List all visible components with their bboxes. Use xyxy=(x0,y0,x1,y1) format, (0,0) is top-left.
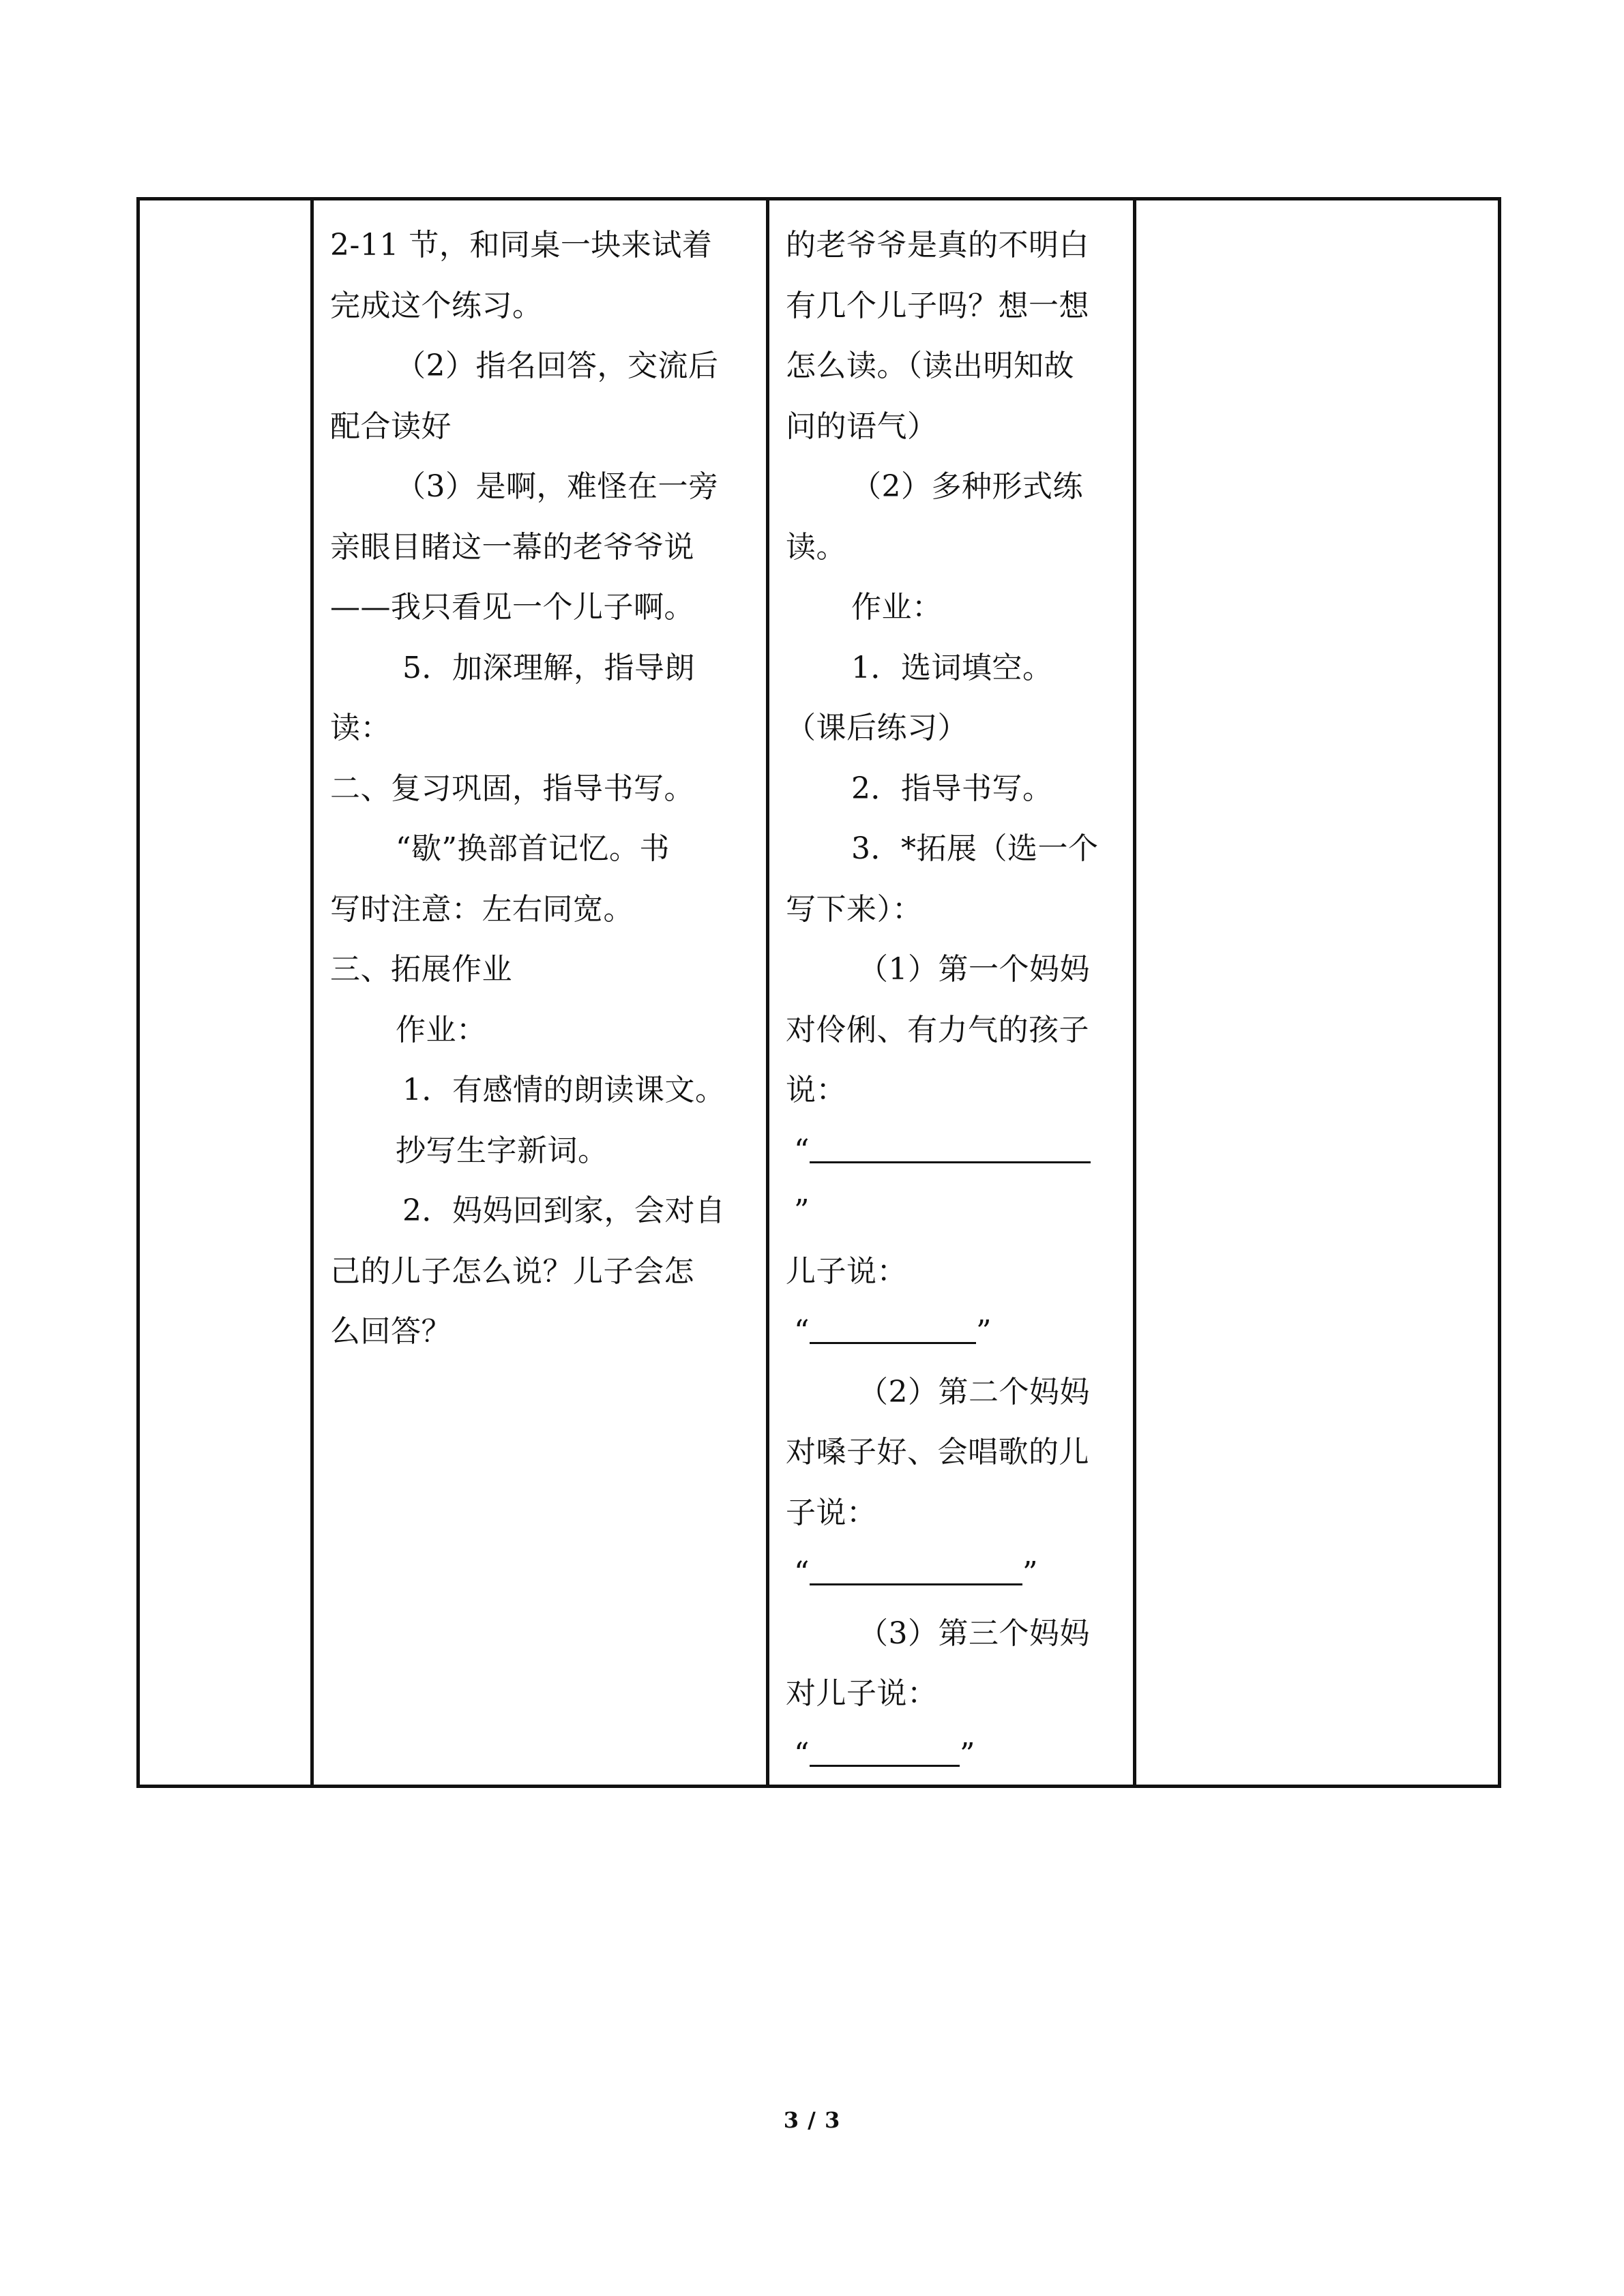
text-line: （3）是啊，难怪在一旁 xyxy=(396,469,719,504)
text-line: 儿子说： xyxy=(786,1253,907,1289)
close-quote: ” xyxy=(976,1314,992,1349)
section-heading: 三、拓展作业 xyxy=(330,952,512,987)
text-line: （2）多种形式练 xyxy=(851,469,1083,504)
close-quote: ” xyxy=(1022,1555,1038,1590)
answer-blank-line xyxy=(786,1181,1125,1242)
text-line: 1．有感情的朗读课文。 xyxy=(402,1073,726,1107)
fill-in-blank xyxy=(810,1559,1022,1585)
text-line: 写时注意：左右同宽。 xyxy=(330,891,634,927)
fill-in-blank xyxy=(810,1740,960,1767)
text-line: 有几个儿子吗？想一想 xyxy=(786,288,1089,323)
lesson-plan-table xyxy=(136,197,1501,1788)
text-line: 抄写生字新词。 xyxy=(396,1133,608,1168)
text-line: 己的儿子怎么说？儿子会怎 xyxy=(330,1253,694,1289)
text-line: 子说： xyxy=(786,1495,877,1530)
answer-blank-line xyxy=(786,1725,1125,1785)
answer-blank-line xyxy=(786,1543,1125,1604)
close-quote: ” xyxy=(794,1193,810,1228)
text-line: 作业： xyxy=(851,590,943,625)
page-number: 3 / 3 xyxy=(783,2107,841,2133)
text-line: （2）指名回答，交流后 xyxy=(396,348,719,383)
text-line: （课后练习） xyxy=(786,711,968,745)
table-row xyxy=(138,199,1500,1787)
text-line: 对伶俐、有力气的孩子 xyxy=(786,1012,1089,1047)
text-line: 读。 xyxy=(786,529,846,565)
text-line: 的老爷爷是真的不明白 xyxy=(786,228,1089,263)
text-line: 亲眼目睹这一幕的老爷爷说 xyxy=(330,529,694,565)
open-quote: “ xyxy=(794,1736,810,1772)
open-quote: “ xyxy=(794,1133,810,1168)
text-line: 2-11 节，和同桌一块来试着 xyxy=(330,228,713,263)
text-line: （2）第二个妈妈 xyxy=(858,1374,1090,1410)
text-line: 2．妈妈回到家，会对自 xyxy=(402,1193,726,1228)
section-heading: 二、复习巩固，指导书写。 xyxy=(330,771,694,806)
text-line: 么回答？ xyxy=(330,1314,452,1349)
text-line: 问的语气） xyxy=(786,408,938,444)
open-quote: “ xyxy=(794,1555,810,1590)
fill-in-blank xyxy=(810,1317,976,1344)
text-line: 对儿子说： xyxy=(786,1676,938,1711)
close-quote: ” xyxy=(960,1736,975,1772)
text-line: 作业： xyxy=(396,1012,487,1047)
table-cell-student-activity xyxy=(768,199,1135,1787)
text-line: 3．*拓展（选一个 xyxy=(851,831,1099,866)
table-cell-empty-left xyxy=(138,199,312,1787)
text-line: 对嗓子好、会唱歌的儿 xyxy=(786,1435,1089,1470)
open-quote: “ xyxy=(794,1314,810,1349)
text-line: 读： xyxy=(330,711,391,745)
answer-blank-line xyxy=(786,1302,1125,1362)
text-line: 1．选词填空。 xyxy=(851,650,1053,685)
text-line: （1）第一个妈妈 xyxy=(858,952,1090,987)
table-cell-empty-right xyxy=(1135,199,1500,1787)
table-cell-teaching-process xyxy=(312,199,768,1787)
text-line: 完成这个练习。 xyxy=(330,288,543,323)
answer-blank-line xyxy=(786,1121,1125,1182)
text-line: ——我只看见一个儿子啊。 xyxy=(330,590,694,625)
text-line: 2．指导书写。 xyxy=(851,771,1053,806)
fill-in-blank xyxy=(810,1137,1091,1163)
text-line: 写下来）： xyxy=(786,891,923,927)
text-line: 说： xyxy=(786,1073,846,1107)
text-line: 配合读好 xyxy=(330,408,452,444)
text-line: 5．加深理解，指导朗 xyxy=(402,650,695,685)
text-line: 怎么读。（读出明知故 xyxy=(786,348,1074,383)
text-line: （3）第三个妈妈 xyxy=(858,1615,1090,1651)
text-line: “歇”换部首记忆。书 xyxy=(396,831,670,866)
